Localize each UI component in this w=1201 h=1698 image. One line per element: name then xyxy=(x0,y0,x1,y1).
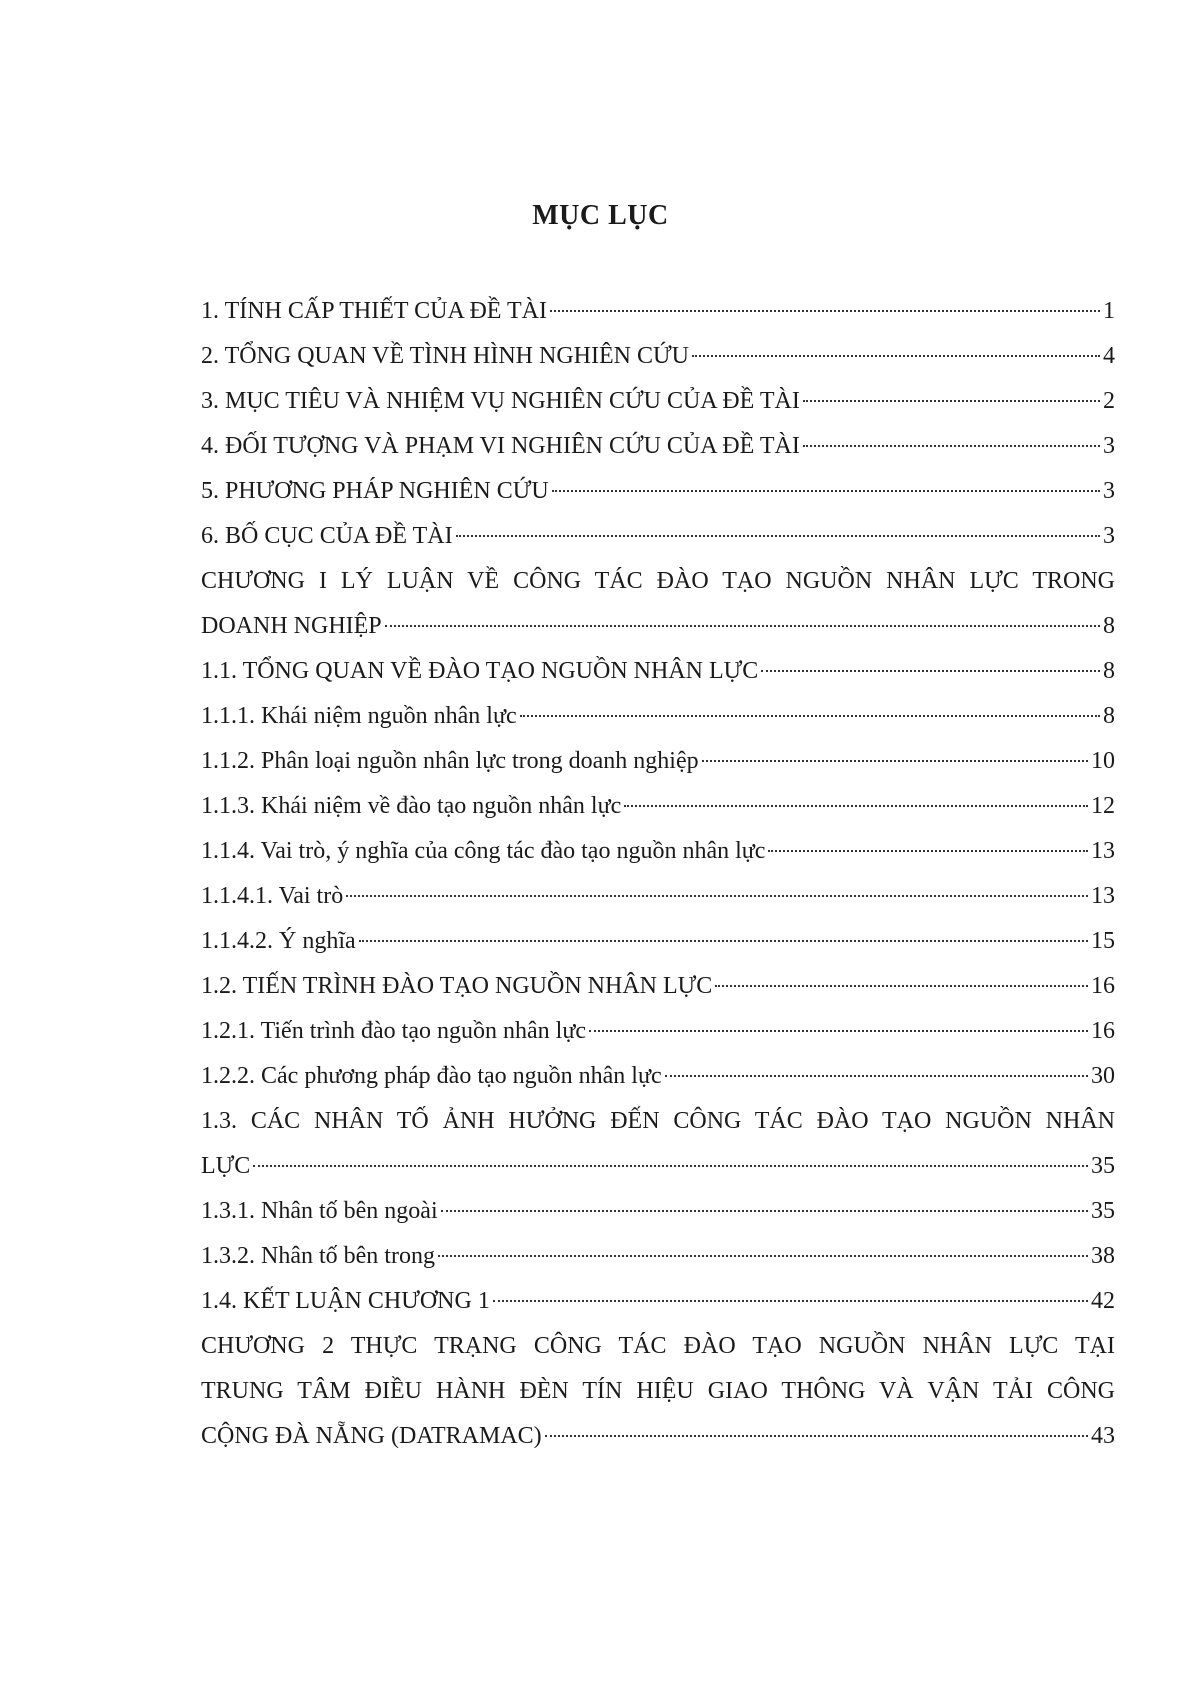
toc-entry[interactable] xyxy=(201,289,1115,334)
toc-entry[interactable] xyxy=(201,964,1115,1009)
toc-entry-label: 1.1.2. Phân loại nguồn nhân lực trong doanh nghiệp xyxy=(201,748,699,774)
toc-entry[interactable] xyxy=(201,514,1115,559)
toc-page-number: 35 xyxy=(1091,1198,1115,1224)
dot-leader xyxy=(438,1255,1088,1257)
dot-leader xyxy=(624,805,1088,807)
dot-leader xyxy=(715,985,1088,987)
toc-entry[interactable] xyxy=(201,379,1115,424)
dot-leader xyxy=(768,850,1088,852)
toc-entry-continued-line[interactable] xyxy=(201,1369,1115,1414)
toc-page-number: 1 xyxy=(1103,298,1115,324)
dot-leader xyxy=(493,1300,1088,1302)
toc-entry-heading-line: TRUNG TÂM ĐIỀU HÀNH ĐÈN TÍN HIỆU GIAO THÔNG VÀ VẬN TẢI CÔNG xyxy=(201,1378,1115,1404)
toc-entry-label: 1.3.1. Nhân tố bên ngoài xyxy=(201,1198,438,1224)
dot-leader xyxy=(346,895,1088,897)
toc-page-number: 30 xyxy=(1091,1063,1115,1089)
dot-leader xyxy=(803,400,1100,402)
toc-entry[interactable] xyxy=(201,334,1115,379)
toc-entry[interactable] xyxy=(201,469,1115,514)
toc-entry[interactable] xyxy=(201,829,1115,874)
toc-entry-label: 2. TỔNG QUAN VỀ TÌNH HÌNH NGHIÊN CỨU xyxy=(201,343,689,369)
toc-entry-label: 1.2. TIẾN TRÌNH ĐÀO TẠO NGUỒN NHÂN LỰC xyxy=(201,973,713,999)
toc-entry-label: 1.4. KẾT LUẬN CHƯƠNG 1 xyxy=(201,1288,490,1314)
toc-entry[interactable] xyxy=(201,1414,1115,1459)
toc-entry-label: 1.1.4.1. Vai trò xyxy=(201,883,344,909)
toc-entry-label: 1.2.2. Các phương pháp đào tạo nguồn nhân lực xyxy=(201,1063,662,1089)
toc-page-number: 8 xyxy=(1103,703,1115,729)
toc-entry[interactable] xyxy=(201,424,1115,469)
toc-entry[interactable] xyxy=(201,784,1115,829)
toc-page-number: 38 xyxy=(1091,1243,1115,1269)
page-title: MỤC LỤC xyxy=(532,200,669,231)
toc-entry-heading-line: CHƯƠNG 2 THỰC TRẠNG CÔNG TÁC ĐÀO TẠO NGUỒN NHÂN LỰC TẠI xyxy=(201,1333,1115,1359)
dot-leader xyxy=(456,535,1100,537)
dot-leader xyxy=(589,1030,1088,1032)
toc-page-number: 8 xyxy=(1103,613,1115,639)
toc-page-number: 8 xyxy=(1103,658,1115,684)
dot-leader xyxy=(665,1075,1088,1077)
toc-page-number: 16 xyxy=(1091,1018,1115,1044)
toc-page-number: 3 xyxy=(1103,478,1115,504)
toc-entry-heading-line: CHƯƠNG I LÝ LUẬN VỀ CÔNG TÁC ĐÀO TẠO NGUỒN NHÂN LỰC TRONG xyxy=(201,568,1115,594)
toc-entry-label: CỘNG ĐÀ NẴNG (DATRAMAC) xyxy=(201,1423,542,1449)
toc-entry-continued-line[interactable] xyxy=(201,559,1115,604)
table-of-contents xyxy=(201,289,1115,1459)
toc-page-number: 4 xyxy=(1103,343,1115,369)
dot-leader xyxy=(253,1165,1088,1167)
dot-leader xyxy=(552,490,1100,492)
toc-page-number: 12 xyxy=(1091,793,1115,819)
toc-page-number: 16 xyxy=(1091,973,1115,999)
dot-leader xyxy=(803,445,1100,447)
toc-page-number: 10 xyxy=(1091,748,1115,774)
toc-page-number: 42 xyxy=(1091,1288,1115,1314)
toc-page-number: 43 xyxy=(1091,1423,1115,1449)
toc-page-number: 13 xyxy=(1091,838,1115,864)
toc-entry-label: 5. PHƯƠNG PHÁP NGHIÊN CỨU xyxy=(201,478,549,504)
toc-entry-continued-line[interactable] xyxy=(201,1099,1115,1144)
dot-leader xyxy=(359,940,1088,942)
toc-entry[interactable] xyxy=(201,604,1115,649)
toc-entry-continued-line[interactable] xyxy=(201,1324,1115,1369)
toc-entry[interactable] xyxy=(201,874,1115,919)
toc-entry[interactable] xyxy=(201,649,1115,694)
dot-leader xyxy=(761,670,1100,672)
toc-entry-label: LỰC xyxy=(201,1153,251,1179)
toc-entry-label: 4. ĐỐI TƯỢNG VÀ PHẠM VI NGHIÊN CỨU CỦA ĐỀ TÀI xyxy=(201,433,800,459)
toc-page-number: 3 xyxy=(1103,433,1115,459)
toc-entry[interactable] xyxy=(201,1234,1115,1279)
toc-entry-label: 1.1.4.2. Ý nghĩa xyxy=(201,928,356,954)
toc-page-number: 13 xyxy=(1091,883,1115,909)
toc-page-number: 3 xyxy=(1103,523,1115,549)
toc-entry-heading-line: 1.3. CÁC NHÂN TỐ ẢNH HƯỞNG ĐẾN CÔNG TÁC ĐÀO TẠO NGUỒN NHÂN xyxy=(201,1108,1115,1134)
toc-entry[interactable] xyxy=(201,1009,1115,1054)
toc-entry-label: 1.1.1. Khái niệm nguồn nhân lực xyxy=(201,703,517,729)
dot-leader xyxy=(520,715,1100,717)
toc-entry-label: 3. MỤC TIÊU VÀ NHIỆM VỤ NGHIÊN CỨU CỦA ĐỀ TÀI xyxy=(201,388,800,414)
toc-entry-label: 1.2.1. Tiến trình đào tạo nguồn nhân lực xyxy=(201,1018,586,1044)
toc-entry-label: 6. BỐ CỤC CỦA ĐỀ TÀI xyxy=(201,523,453,549)
toc-entry-label: DOANH NGHIỆP xyxy=(201,613,382,639)
toc-entry[interactable] xyxy=(201,694,1115,739)
dot-leader xyxy=(441,1210,1088,1212)
toc-entry-label: 1. TÍNH CẤP THIẾT CỦA ĐỀ TÀI xyxy=(201,298,548,324)
dot-leader xyxy=(692,355,1100,357)
toc-page-number: 35 xyxy=(1091,1153,1115,1179)
toc-entry[interactable] xyxy=(201,1189,1115,1234)
toc-entry[interactable] xyxy=(201,919,1115,964)
dot-leader xyxy=(550,310,1100,312)
toc-entry-label: 1.3.2. Nhân tố bên trong xyxy=(201,1243,435,1269)
dot-leader xyxy=(702,760,1088,762)
toc-entry-label: 1.1. TỔNG QUAN VỀ ĐÀO TẠO NGUỒN NHÂN LỰC xyxy=(201,658,759,684)
toc-entry[interactable] xyxy=(201,1144,1115,1189)
toc-entry[interactable] xyxy=(201,1279,1115,1324)
dot-leader xyxy=(545,1435,1088,1437)
toc-entry-label: 1.1.4. Vai trò, ý nghĩa của công tác đào tạo nguồn nhân lực xyxy=(201,838,766,864)
toc-page-number: 15 xyxy=(1091,928,1115,954)
toc-entry[interactable] xyxy=(201,739,1115,784)
toc-entry[interactable] xyxy=(201,1054,1115,1099)
dot-leader xyxy=(385,625,1100,627)
toc-entry-label: 1.1.3. Khái niệm về đào tạo nguồn nhân lực xyxy=(201,793,622,819)
toc-page-number: 2 xyxy=(1103,388,1115,414)
